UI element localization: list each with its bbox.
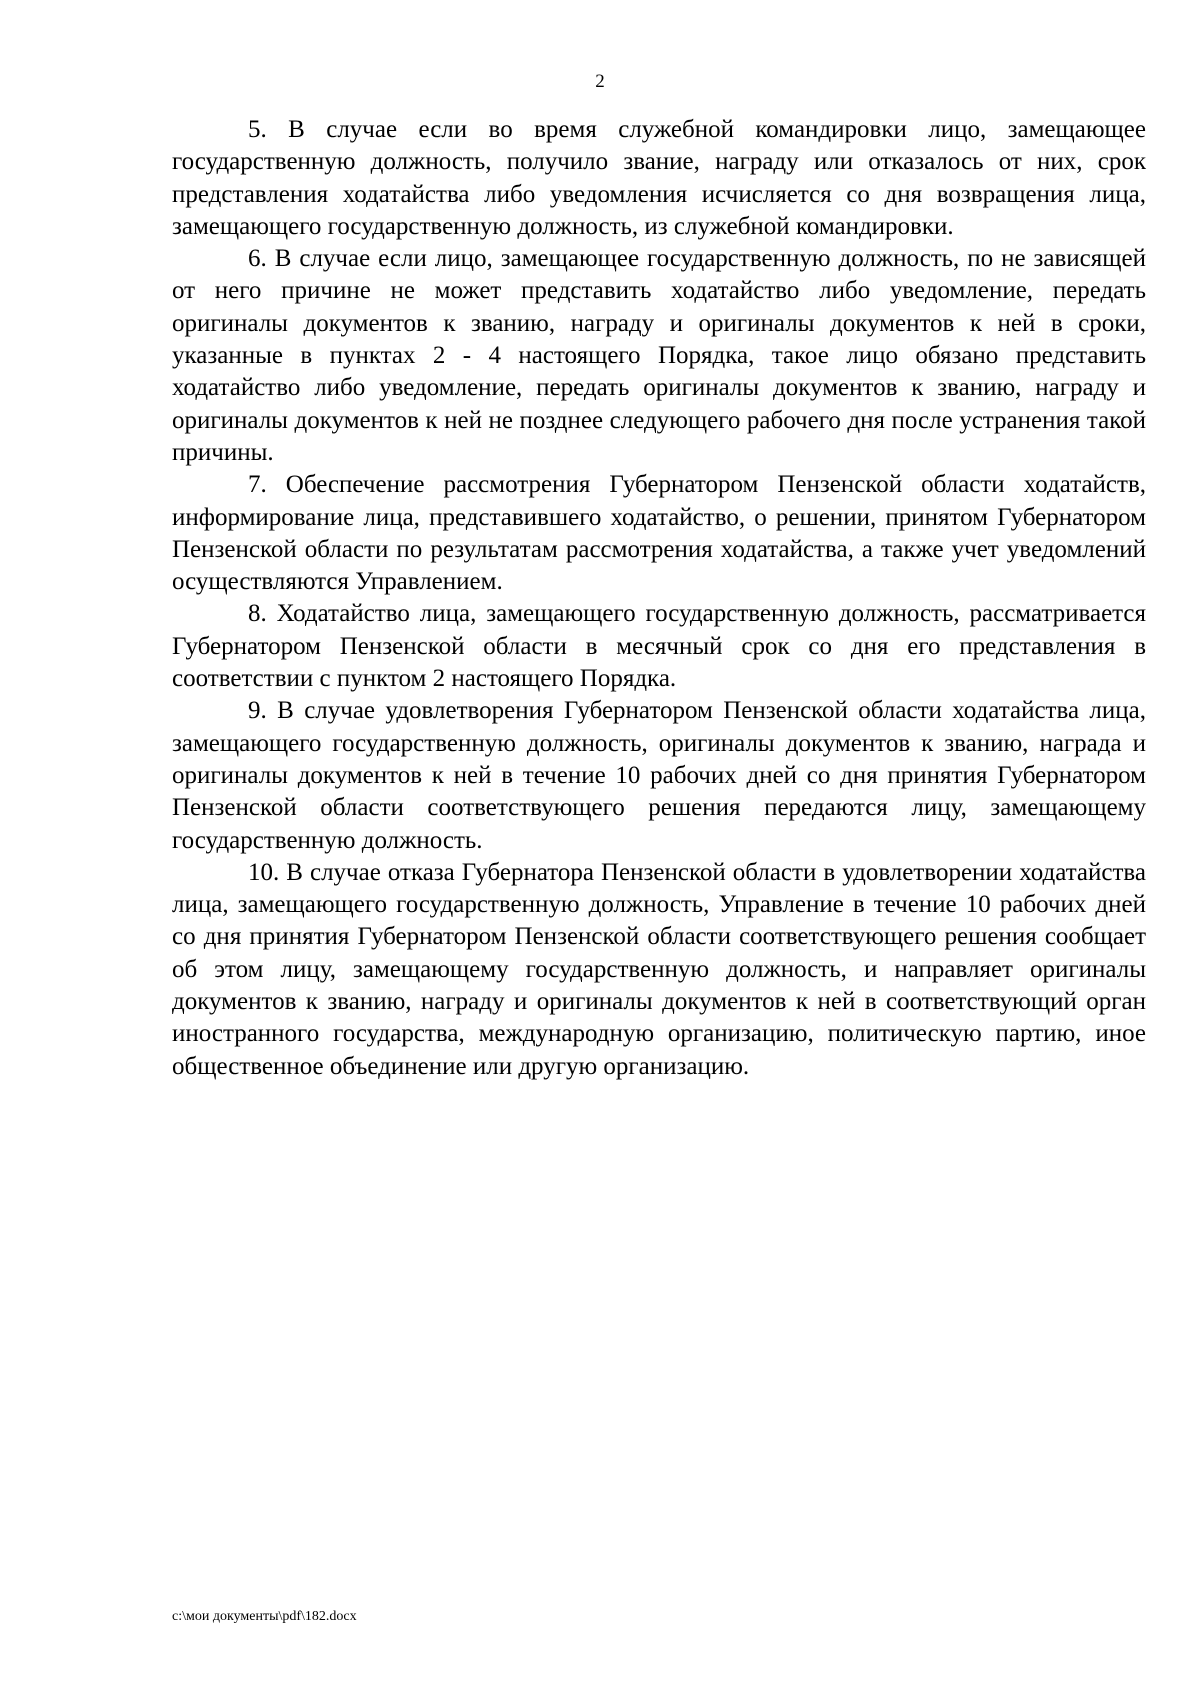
paragraph-text: В случае отказа Губернатора Пензенской области в удовлетворении ходатайства лица, замещающего государственную должность, Управление в течение 10 рабочих дней со дня принятия Губернатором Пензенской области соответствующего решения сообщает об этом лицу, замещающему государственную должность, и направляет оригиналы документов к званию, награду и оригиналы документов к ней в соответствующий орган иностранного государства, международную организацию, политическую партию, иное общественное объединение или другую организацию.: [172, 858, 1146, 1080]
paragraph-9: [172, 695, 1146, 856]
paragraph-text: В случае если во время служебной командировки лицо, замещающее государственную должность, получило звание, награду или отказалось от них, срок представления ходатайства либо уведомления исчисляется со дня возвращения лица, замещающего государственную должность, из служебной командировки.: [172, 116, 1146, 240]
paragraph-number: 6.: [248, 245, 267, 273]
paragraph-10: [172, 857, 1146, 1083]
paragraph-text: В случае удовлетворения Губернатором Пензенской области ходатайства лица, замещающего государственную должность, оригиналы документов к званию, награда и оригиналы документов к ней в течение 10 рабочих дней со дня принятия Губернатором Пензенской области соответствующего решения передаются лицу, замещающему государственную должность.: [172, 697, 1147, 854]
paragraph-7: [172, 469, 1146, 598]
paragraph-8: [172, 598, 1146, 695]
page-number: 2: [595, 71, 605, 92]
paragraph-number: 8.: [248, 600, 267, 628]
file-path-footer: c:\мои документы\pdf\182.docx: [172, 1609, 357, 1624]
document-body: [172, 114, 1146, 1083]
paragraph-text: В случае если лицо, замещающее государственную должность, по не зависящей от него причине не может представить ходатайство либо уведомление, передать оригиналы документов к званию, награду и оригиналы документов к ней в сроки, указанные в пунктах 2 - 4 настоящего Порядка, такое лицо обязано представить ходатайство либо уведомление, передать оригиналы документов к званию, награду и оригиналы документов к ней не позднее следующего рабочего дня после устранения такой причины.: [172, 245, 1147, 466]
paragraph-number: 10.: [248, 858, 280, 886]
paragraph-number: 7.: [248, 471, 267, 499]
paragraph-number: 5.: [248, 116, 267, 143]
paragraph-5: [172, 114, 1146, 243]
paragraph-6: [172, 243, 1146, 469]
paragraph-number: 9.: [248, 697, 267, 725]
paragraph-text: Обеспечение рассмотрения Губернатором Пензенской области ходатайств, информирование лица, представившего ходатайство, о решении, принятом Губернатором Пензенской области по результатам рассмотрения ходатайства, а также учет уведомлений осуществляются Управлением.: [172, 471, 1146, 596]
paragraph-text: Ходатайство лица, замещающего государственную должность, рассматривается Губернатором Пензенской области в месячный срок со дня его представления в соответствии с пунктом 2 настоящего Порядка.: [172, 600, 1146, 693]
